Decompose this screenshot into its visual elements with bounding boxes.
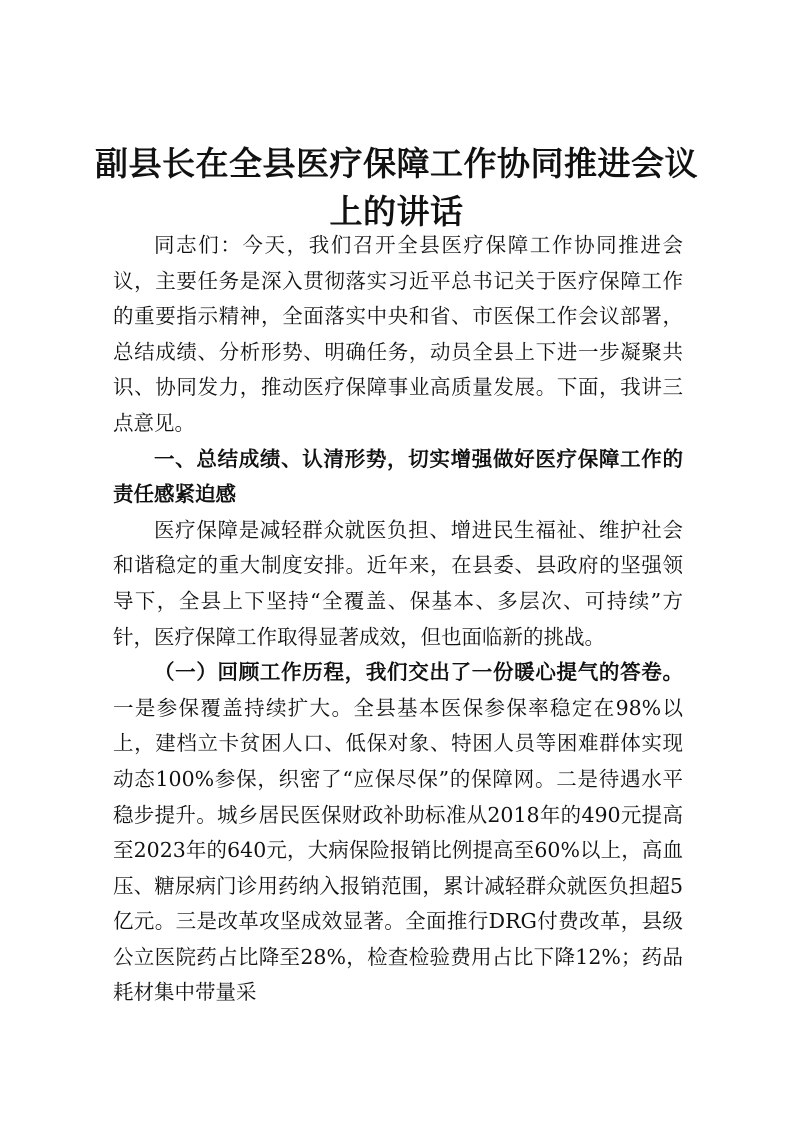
document-body <box>113 228 683 1011</box>
sub-heading-1: （一）回顾工作历程，我们交出了一份暖心提气的答卷。 <box>154 660 683 685</box>
paragraph-2: 医疗保障是减轻群众就医负担、增进民生福祉、维护社会和谐稳定的重大制度安排。近年来，在县委、县政府的坚强领导下，全县上下坚持“全覆盖、保基本、多层次、可持续”方针，医疗保障工作取得显著成效，但也面临新的挑战。 <box>113 517 683 649</box>
opening-paragraph: 同志们：今天，我们召开全县医疗保障工作协同推进会议，主要任务是深入贯彻落实习近平总书记关于医疗保障工作的重要指示精神，全面落实中央和省、市医保工作会议部署，总结成绩、分析形势、明确任务，动员全县上下进一步凝聚共识、协同发力，推动医疗保障事业高质量发展。下面，我讲三点意见。 <box>113 233 683 435</box>
sub-heading-1-body: 一是参保覆盖持续扩大。全县基本医保参保率稳定在98%以上，建档立卡贫困人口、低保对象、特困人员等困难群体实现动态100%参保，织密了“应保尽保”的保障网。二是待遇水平稳步提升。城乡居民医保财政补助标准从2018年的490元提高至2023年的640元，大病保险报销比例提高至60%以上，高血压、糖尿病门诊用药纳入报销范围，累计减轻群众就医负担超5亿元。三是改革攻坚成效显著。全面推行DRG付费改革，县级公立医院药占比降至28%，检查检验费用占比下降12%；药品耗材集中带量采 <box>113 695 683 1005</box>
section-heading-1: 一、总结成绩、认清形势，切实增强做好医疗保障工作的责任感紧迫感 <box>113 446 683 507</box>
document-title: 副县长在全县医疗保障工作协同推进会议上的讲话 <box>95 144 698 231</box>
paragraph-3 <box>113 655 683 1011</box>
